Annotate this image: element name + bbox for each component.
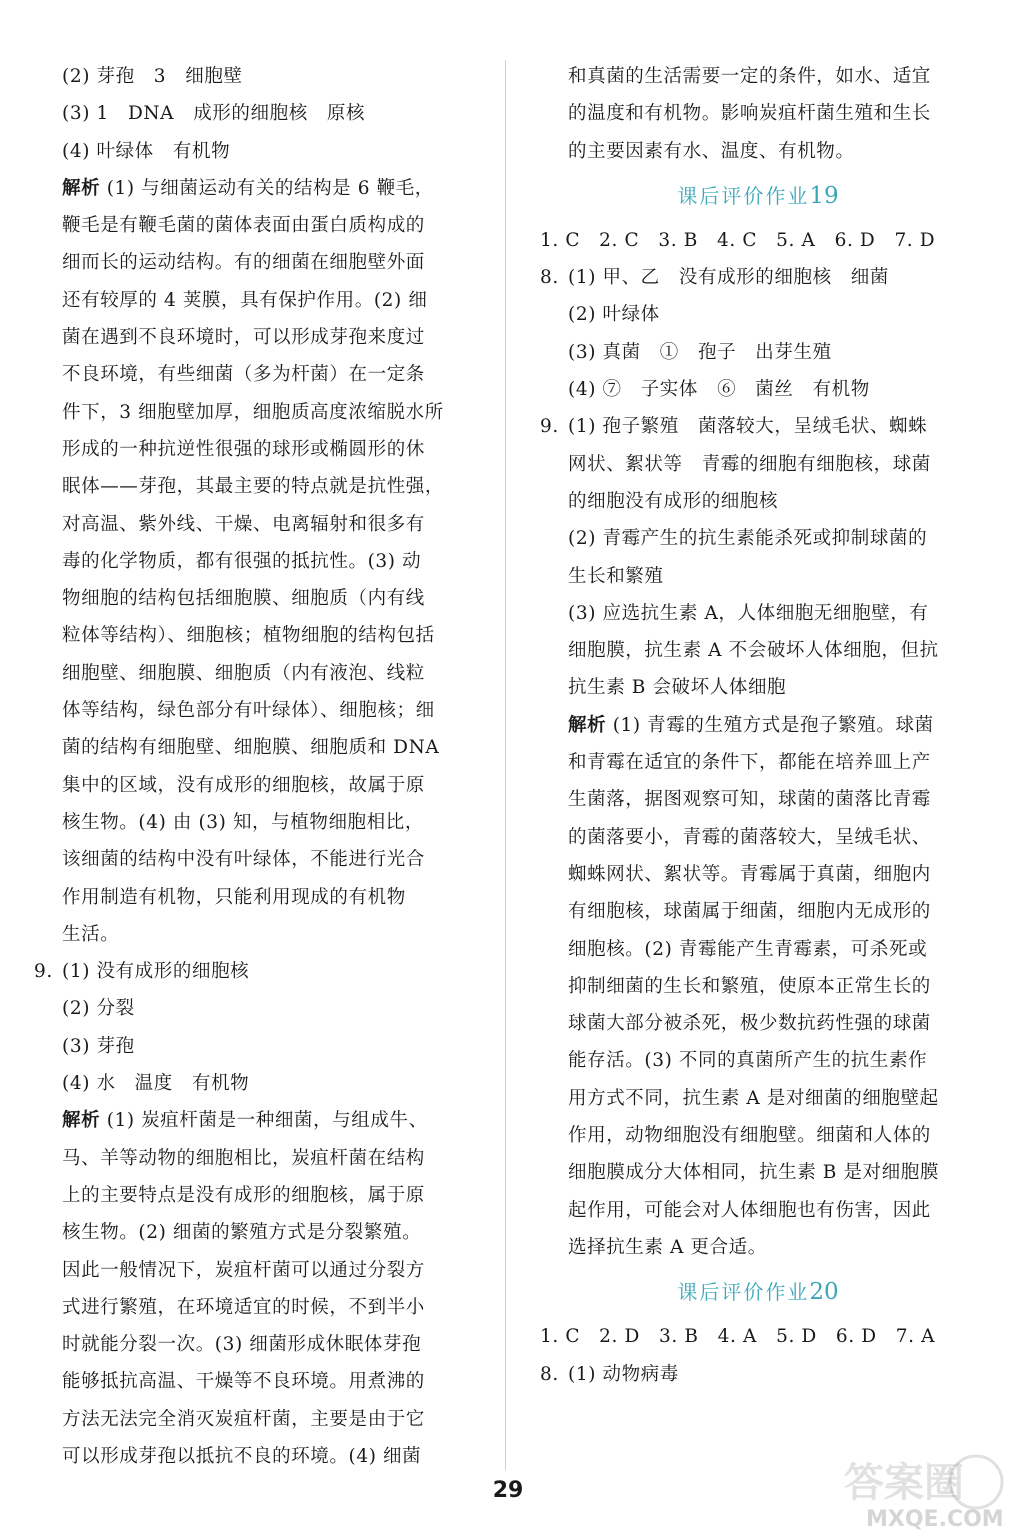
text-line (34, 1438, 466, 1475)
text-line (34, 356, 466, 393)
line-text: 抗生素 B 会破坏人体细胞 (568, 677, 787, 699)
text-line (34, 655, 466, 692)
text-line (540, 1229, 976, 1266)
text-line (540, 1154, 976, 1191)
line-text: 1. C 2. C 3. B 4. C 5. A 6. D 7. D (540, 229, 936, 251)
line-text: (1) 青霉的生殖方式是孢子繁殖。球菌 (612, 714, 934, 736)
text-line (34, 1401, 466, 1438)
line-text: 核生物。(2) 细菌的繁殖方式是分裂繁殖。 (62, 1222, 422, 1244)
text-line (34, 282, 466, 319)
text-line (540, 520, 976, 557)
text-line (34, 319, 466, 356)
line-text: (3) 真菌 ① 孢子 出芽生殖 (568, 341, 832, 363)
line-text: 可以形成芽孢以抵抗不良的环境。(4) 细菌 (62, 1445, 422, 1467)
line-text: 网状、絮状等 青霉的细胞有细胞核，球菌 (568, 453, 931, 475)
line-text: (2) 叶绿体 (568, 304, 660, 326)
line-text: 马、羊等动物的细胞相比，炭疽杆菌在结构 (62, 1147, 425, 1169)
text-line (34, 617, 466, 654)
line-text: 生活。 (62, 923, 120, 945)
text-line (540, 259, 976, 296)
line-text: (3) 芽孢 (62, 1035, 135, 1057)
line-text: 球菌大部分被杀死，极少数抗药性强的球菌 (568, 1013, 931, 1035)
analysis-label: 解析 (62, 177, 101, 199)
text-line (540, 1080, 976, 1117)
line-text: 集中的区域，没有成形的细胞核，故属于原 (62, 774, 425, 796)
line-text: (2) 分裂 (62, 998, 135, 1020)
text-line (34, 1252, 466, 1289)
text-line (540, 1318, 976, 1355)
line-text: (1) 动物病毒 (568, 1363, 679, 1385)
text-line (34, 543, 466, 580)
line-text: 能存活。(3) 不同的真菌所产生的抗生素作 (568, 1050, 928, 1072)
line-text: 起作用，可能会对人体细胞也有伤害，因此 (568, 1199, 931, 1221)
text-line (540, 222, 976, 259)
watermark-logo (836, 1442, 1006, 1532)
line-text: 对高温、紫外线、干燥、电离辐射和很多有 (62, 513, 425, 535)
section-heading-label: 课后评价作业 (677, 1280, 810, 1305)
text-line (540, 1192, 976, 1229)
analysis-line (540, 707, 976, 744)
left-column (34, 58, 466, 1475)
line-text: (1) 甲、乙 没有成形的细胞核 细菌 (568, 267, 889, 289)
line-text: 毒的化学物质，都有很强的抵抗性。(3) 动 (62, 550, 422, 572)
text-line (34, 580, 466, 617)
section-heading-number: 19 (809, 182, 839, 209)
line-text: (4) 水 温度 有机物 (62, 1073, 250, 1095)
line-text: 细胞膜成分大体相同，抗生素 B 是对细胞膜 (568, 1162, 939, 1184)
line-text: 细胞膜，抗生素 A 不会破坏人体细胞，但抗 (568, 640, 939, 662)
section-heading-number: 20 (809, 1279, 839, 1306)
line-text: 该细菌的结构中没有叶绿体，不能进行光合 (62, 849, 425, 871)
line-text: 件下，3 细胞壁加厚，细胞质高度浓缩脱水所 (62, 401, 444, 423)
text-line (540, 669, 976, 706)
text-line (540, 632, 976, 669)
line-text: 1. C 2. D 3. B 4. A 5. D 6. D 7. A (540, 1326, 936, 1348)
text-line (34, 1326, 466, 1363)
text-line (540, 781, 976, 818)
text-line (34, 394, 466, 431)
line-text: 不良环境，有些细菌（多为杆菌）在一定条 (62, 364, 425, 386)
text-line (540, 931, 976, 968)
text-line (34, 1065, 466, 1102)
text-line (34, 58, 466, 95)
text-line (34, 879, 466, 916)
line-text: 作用，动物细胞没有细胞壁。细菌和人体的 (568, 1125, 931, 1147)
page-number: 29 (492, 1478, 524, 1503)
text-line (540, 483, 976, 520)
line-text: 的细胞没有成形的细胞核 (568, 490, 779, 512)
line-text: (2) 青霉产生的抗生素能杀死或抑制球菌的 (568, 528, 928, 550)
section-heading (540, 1266, 976, 1318)
text-line (34, 953, 466, 990)
text-line (34, 841, 466, 878)
text-line (34, 990, 466, 1027)
line-text: 蜘蛛网状、絮状等。青霉属于真菌，细胞内 (568, 863, 931, 885)
line-text: 和真菌的生活需要一定的条件，如水、适宜 (568, 66, 931, 87)
text-line (540, 558, 976, 595)
line-text: (4) ⑦ 子实体 ⑥ 菌丝 有机物 (568, 379, 870, 401)
line-text: 时就能分裂一次。(3) 细菌形成休眠体芽孢 (62, 1334, 422, 1356)
watermark-text: 答案圈 (844, 1460, 964, 1506)
text-line (34, 468, 466, 505)
line-text: 选择抗生素 A 更合适。 (568, 1236, 767, 1258)
text-line (34, 1177, 466, 1214)
line-text: (1) 与细菌运动有关的结构是 6 鞭毛， (106, 177, 434, 199)
text-line (34, 431, 466, 468)
line-text: 用方式不同，抗生素 A 是对细菌的细胞壁起 (568, 1087, 939, 1109)
analysis-label: 解析 (62, 1110, 101, 1132)
text-line (34, 207, 466, 244)
text-line (540, 819, 976, 856)
question-number: 8. (540, 1363, 559, 1385)
line-text: 作用制造有机物，只能利用现成的有机物 (62, 886, 406, 908)
analysis-line (34, 1102, 466, 1139)
text-line (34, 1363, 466, 1400)
line-text: (3) 1 DNA 成形的细胞核 原核 (62, 103, 366, 125)
line-text: 生菌落，据图观察可知，球菌的菌落比青霉 (568, 789, 931, 811)
line-text: 上的主要特点是没有成形的细胞核，属于原 (62, 1184, 425, 1206)
line-text: (4) 叶绿体 有机物 (62, 140, 231, 162)
text-line (540, 408, 976, 445)
line-text: 菌的结构有细胞壁、细胞膜、细胞质和 DNA (62, 737, 440, 759)
text-line (540, 371, 976, 408)
text-line (34, 767, 466, 804)
text-line (540, 133, 976, 170)
line-text: 能够抵抗高温、干燥等不良环境。用煮沸的 (62, 1371, 425, 1393)
text-line (34, 692, 466, 729)
line-text: 方法无法完全消灭炭疽杆菌，主要是由于它 (62, 1408, 425, 1430)
line-text: 因此一般情况下，炭疽杆菌可以通过分裂方 (62, 1259, 425, 1281)
text-line (540, 95, 976, 132)
line-text: 细而长的运动结构。有的细菌在细胞壁外面 (62, 252, 425, 274)
text-line (34, 244, 466, 281)
line-text: (1) 炭疽杆菌是一种细菌，与组成牛、 (106, 1110, 428, 1132)
line-text: 生长和繁殖 (568, 565, 664, 587)
text-line (540, 1042, 976, 1079)
line-text: 有细胞核，球菌属于细菌，细胞内无成形的 (568, 901, 931, 923)
question-number: 9. (540, 416, 559, 438)
section-heading-label: 课后评价作业 (677, 183, 810, 208)
line-text: (3) 应选抗生素 A，人体细胞无细胞壁，有 (568, 602, 929, 624)
text-line (540, 893, 976, 930)
text-line (540, 595, 976, 632)
line-text: 式进行繁殖，在环境适宜的时候，不到半小 (62, 1296, 425, 1318)
line-text: 抑制细菌的生长和繁殖，使原本正常生长的 (568, 975, 931, 997)
line-text: 形成的一种抗逆性很强的球形或椭圆形的休 (62, 438, 425, 460)
line-text: 的主要因素有水、温度、有机物。 (568, 140, 855, 162)
line-text: 鞭毛是有鞭毛菌的菌体表面由蛋白质构成的 (62, 215, 425, 237)
text-line (540, 1356, 976, 1393)
text-line (540, 296, 976, 333)
line-text: 粒体等结构）、细胞核；植物细胞的结构包括 (62, 625, 435, 647)
watermark-url: MXQE.COM (866, 1507, 1004, 1532)
line-text: (1) 孢子繁殖 菌落较大，呈绒毛状、蜘蛛 (568, 416, 928, 438)
text-line (34, 729, 466, 766)
line-text: 细胞壁、细胞膜、细胞质（内有液泡、线粒 (62, 662, 425, 684)
text-line (540, 744, 976, 781)
text-line (540, 334, 976, 371)
text-line (34, 1289, 466, 1326)
text-line (540, 446, 976, 483)
analysis-line (34, 170, 466, 207)
section-heading (540, 170, 976, 222)
question-number: 9. (34, 961, 53, 983)
text-line (34, 916, 466, 953)
text-line (34, 804, 466, 841)
line-text: 的菌落要小，青霉的菌落较大，呈绒毛状、 (568, 826, 931, 848)
text-line (540, 58, 976, 95)
column-divider (505, 60, 506, 1470)
line-text: 和青霉在适宜的条件下，都能在培养皿上产 (568, 752, 931, 774)
text-line (540, 1117, 976, 1154)
line-text: 核生物。(4) 由 (3) 知，与植物细胞相比， (62, 811, 424, 833)
line-text: 还有较厚的 4 荚膜，具有保护作用。(2) 细 (62, 289, 428, 311)
question-number: 8. (540, 267, 559, 289)
text-line (540, 1005, 976, 1042)
line-text: (1) 没有成形的细胞核 (62, 961, 250, 983)
line-text: 眠体——芽孢，其最主要的特点就是抗性强， (62, 476, 445, 498)
right-column (540, 58, 976, 1393)
text-line (34, 95, 466, 132)
line-text: 细胞核。(2) 青霉能产生青霉素，可杀死或 (568, 938, 928, 960)
text-line (540, 856, 976, 893)
text-line (540, 968, 976, 1005)
line-text: 物细胞的结构包括细胞膜、细胞质（内有线 (62, 588, 425, 610)
text-line (34, 1214, 466, 1251)
line-text: 的温度和有机物。影响炭疽杆菌生殖和生长 (568, 103, 931, 125)
line-text: (2) 芽孢 3 细胞壁 (62, 66, 243, 87)
text-line (34, 506, 466, 543)
text-line (34, 133, 466, 170)
analysis-label: 解析 (568, 714, 607, 736)
line-text: 体等结构，绿色部分有叶绿体）、细胞核；细 (62, 700, 435, 722)
text-line (34, 1140, 466, 1177)
text-line (34, 1028, 466, 1065)
line-text: 菌在遇到不良环境时，可以形成芽孢来度过 (62, 327, 425, 349)
